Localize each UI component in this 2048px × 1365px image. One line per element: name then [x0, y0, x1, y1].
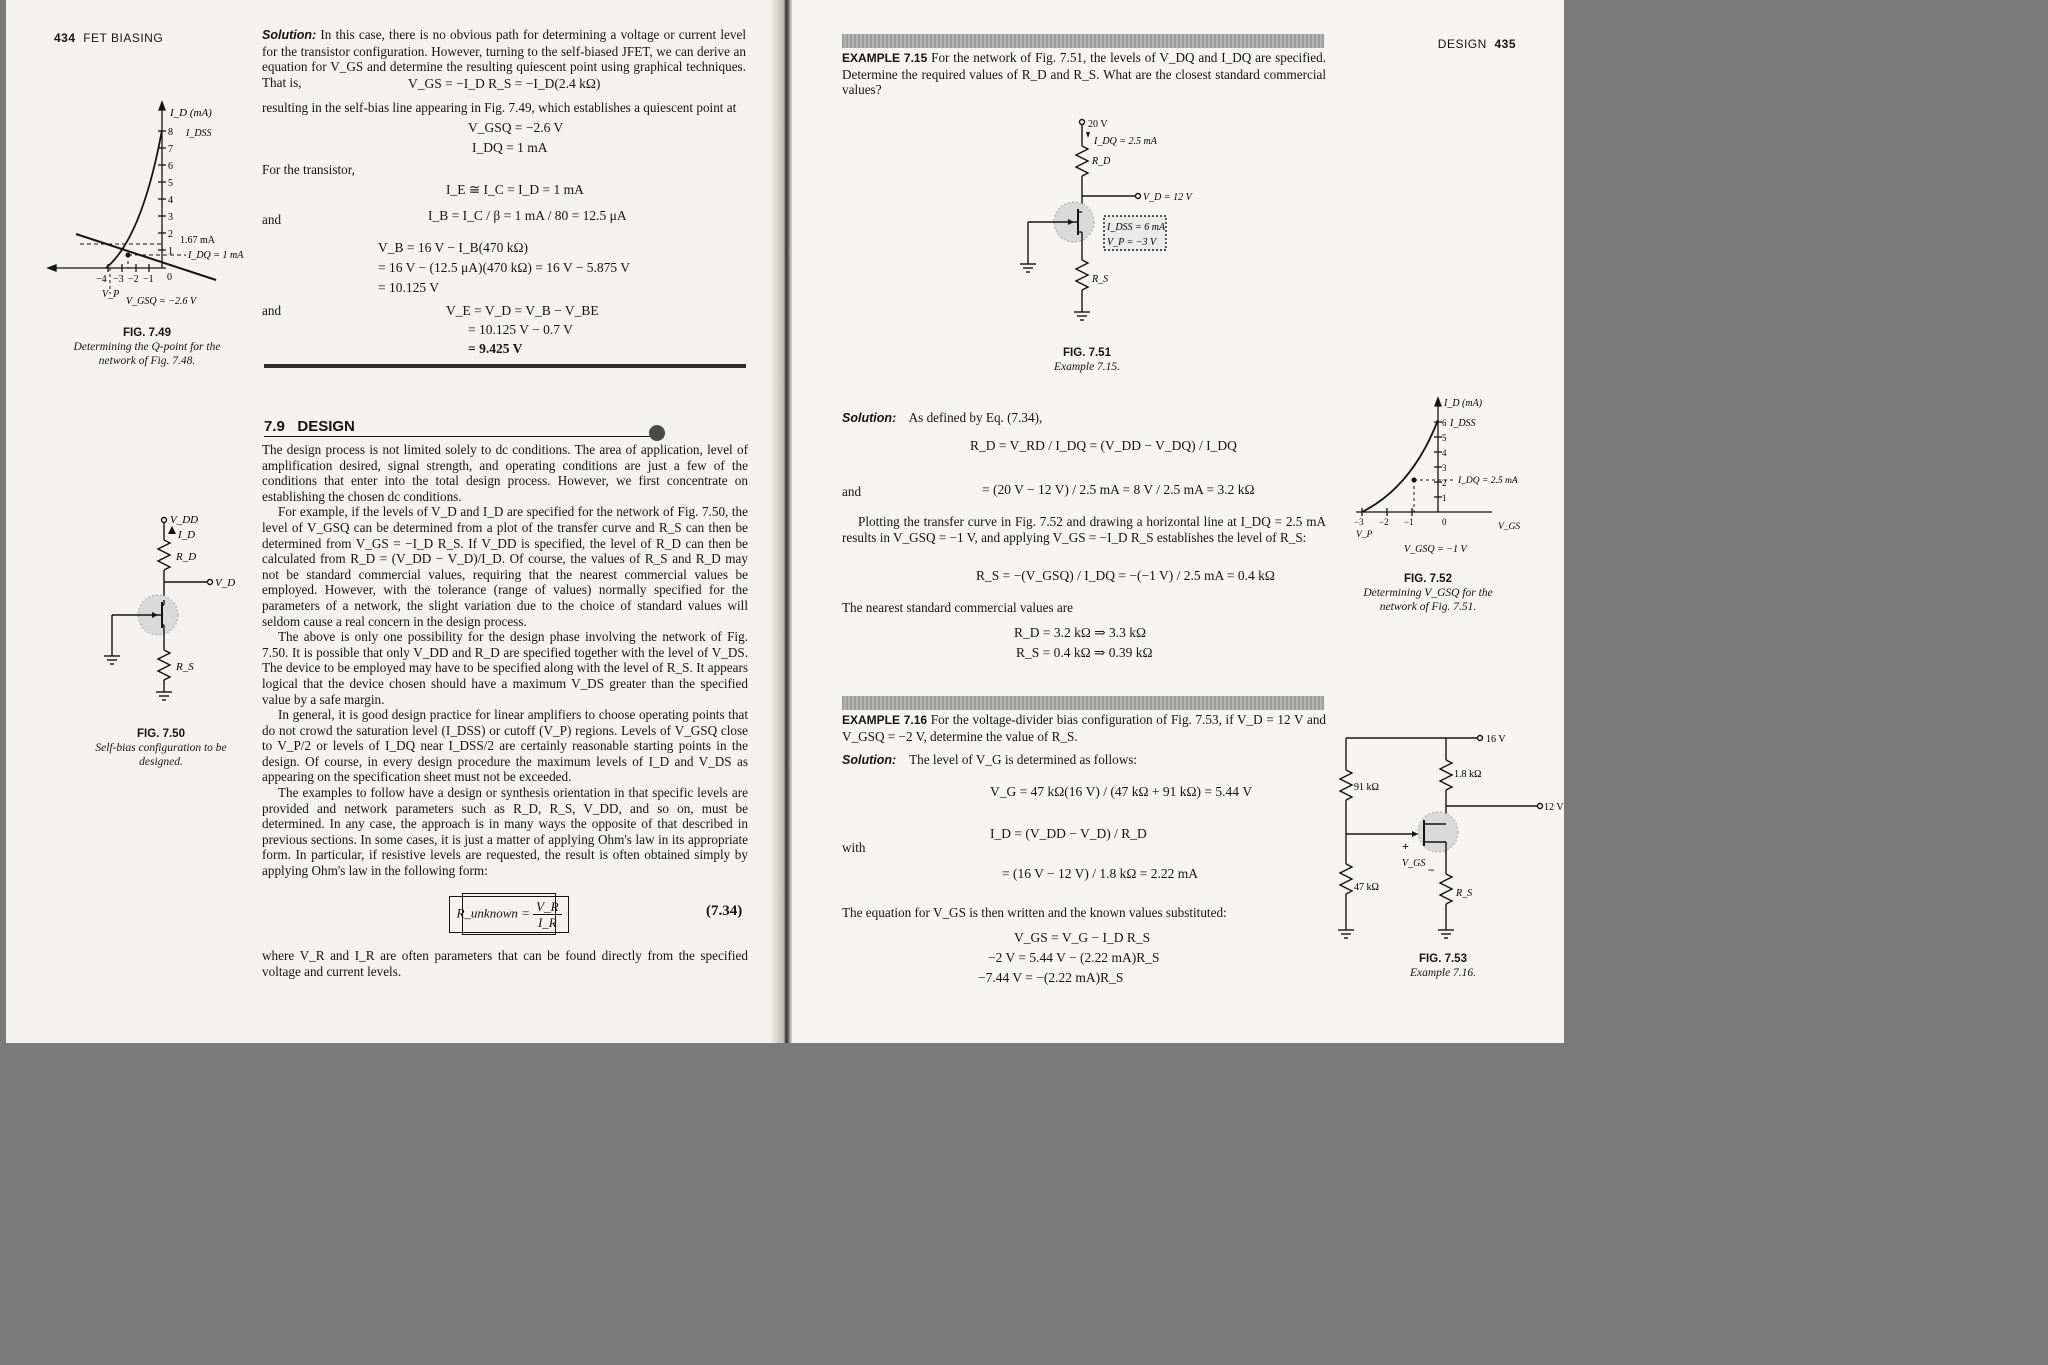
label-id: I_D: [178, 529, 196, 541]
section-heading: [264, 418, 355, 435]
fig-753-circuit: [1328, 726, 1564, 948]
y-axis-label: I_D (mA): [170, 107, 212, 119]
fig-751-text: Example 7.15.: [1053, 361, 1121, 373]
and-2: and: [262, 303, 282, 318]
fig-750-number: FIG. 7.50: [137, 728, 185, 740]
section-underline: [264, 436, 656, 437]
vgs-label: V_GS: [1498, 522, 1521, 532]
section-closing: where V_R and I_R are often parameters that can be found directly from the specified voltage and current levels.: [262, 948, 748, 979]
idq-arrow-icon: [1086, 132, 1090, 138]
section-body: [262, 442, 748, 879]
resistor-91k-icon: [1340, 770, 1352, 800]
left-page: [6, 0, 788, 1043]
fig-753-number: FIG. 7.53: [1419, 953, 1467, 965]
eq-ve1: V_E = V_D = V_B − V_BE: [446, 303, 599, 318]
example-715-text: [842, 50, 1326, 98]
resistor-rs-icon: [158, 650, 170, 680]
y-tick-6: 6: [1442, 418, 1447, 428]
page-number: 435: [1494, 37, 1516, 51]
label-idq: I_DQ = 1 mA: [188, 250, 244, 261]
vg-intro: The level of V_G is determined as follows:: [909, 752, 1138, 767]
fig-751-number: FIG. 7.51: [1063, 347, 1111, 359]
label-rd: R_D: [176, 551, 197, 563]
solution-intro-text: In this case, there is no obvious path for determining a voltage or current level for the transistor configuration. However, turning to the self-biased JFET, we can derive an equation for V_GS and determine the resulting quiescent point using graphical techniques. That is,: [262, 27, 746, 90]
eq-vgs2: −2 V = 5.44 V − (2.22 mA)R_S: [988, 950, 1160, 965]
y-tick-1: 1: [168, 246, 173, 257]
eq-ie: I_E ≅ I_C = I_D = 1 mA: [446, 182, 584, 197]
label-vd: V_D: [215, 577, 236, 589]
fig-753-caption: [1378, 952, 1508, 980]
example-715-band: [842, 34, 1324, 48]
eq-vgs1: V_GS = V_G − I_D R_S: [1014, 930, 1151, 945]
section-para-3: The above is only one possibility for the design phase involving the network of Fig. 7.50. It is possible that only V_DD and R_D are specified together with the level of V_DS. The device to be employed may have to be specified along with the level of R_S. It appears logical that the device chosen should have a maximum V_DS greater than the specified value by a safe margin.: [262, 629, 748, 707]
solution-715-label: Solution:: [842, 411, 897, 425]
as-defined-text: As defined by Eq. (7.34),: [908, 410, 1043, 425]
label-vd: V_D = 12 V: [1143, 192, 1192, 203]
eq-vgsq: V_GSQ = −2.6 V: [468, 120, 564, 135]
solution-715-line: [842, 410, 1042, 427]
supply-terminal: [1478, 736, 1483, 741]
x-tick-n3: −3: [113, 274, 124, 285]
x-tick-n3: −3: [1354, 517, 1364, 527]
y-tick-2: 2: [168, 229, 173, 240]
x-tick-n2: −2: [128, 274, 139, 285]
gate-arrow-icon: [1412, 831, 1418, 837]
y-tick-0: 0: [1442, 517, 1447, 527]
x-axis-arrow: [48, 265, 56, 271]
example-715-label: EXAMPLE 7.15: [842, 51, 928, 65]
label-supply: 20 V: [1088, 119, 1108, 130]
x-tick-n1: −1: [1404, 517, 1414, 527]
q-point: [126, 253, 131, 258]
boxed-equation: [456, 893, 559, 935]
section-para-1: The design process is not limited solely to dc conditions. The area of application, level of amplification desired, signal strength, and operating conditions are just a few of the conditions that enter into the total design process. However, we first concentrate on establishing the chosen dc conditions.: [262, 442, 748, 504]
plotting-text: [842, 514, 1326, 545]
vdd-terminal: [162, 518, 167, 523]
std-rd: R_D = 3.2 kΩ ⇒ 3.3 kΩ: [1014, 625, 1146, 640]
fig-750-caption: [86, 727, 236, 769]
y-axis-arrow: [159, 102, 165, 110]
eq-vgs3: −7.44 V = −(2.22 mA)R_S: [978, 970, 1124, 985]
y-tick-8: 8: [168, 127, 173, 138]
y-tick-4: 4: [1442, 448, 1447, 458]
equation-number: (7.34): [706, 903, 743, 919]
x-tick-n4: −4: [96, 274, 107, 285]
fig-751-caption: [1022, 346, 1152, 374]
y-tick-5: 5: [1442, 433, 1447, 443]
section-number: 7.9: [264, 418, 285, 435]
label-rs: R_S: [1092, 274, 1109, 285]
fig-752-text: Determining V_GSQ for the network of Fig. 7.51.: [1363, 587, 1493, 613]
vp-label: V_P: [1356, 530, 1373, 540]
boxed-eq-lhs: R_unknown =: [456, 904, 530, 920]
label-47k: 47 kΩ: [1354, 882, 1379, 893]
fig-752-graph: [1352, 392, 1538, 572]
for-transistor: For the transistor,: [262, 162, 355, 177]
fig-750-circuit: [98, 510, 248, 720]
section-para-2: For example, if the levels of V_D and I_D are specified for the network of Fig. 7.50, the level of V_GSQ can be determined from a plot of the transfer curve and R_S can then be determined from V_GS = −I_D R_S. If V_DD is specified, the level of R_D can then be calculated from R_D = (V_DD − V_D)/I_D. Of course, the values of R_S and R_D may not be standard commercial values, requiring that the nearest commercial values be employed. However, with the tolerance (range of values) normally specified for the parameters of a network, the slight variation due to the choice of standard values will seldom cause a real concern in the design process.: [262, 504, 748, 629]
eq-ib: I_B = I_C / β = 1 mA / 80 = 12.5 μA: [428, 208, 627, 223]
label-idq: I_DQ = 2.5 mA: [1458, 476, 1518, 486]
y-axis-label: I_D (mA): [1444, 398, 1483, 409]
fig-749-text: Determining the Q-point for the network of Fig. 7.48.: [73, 341, 221, 367]
resistor-rd-icon: [1076, 146, 1088, 176]
resistor-47k-icon: [1340, 864, 1352, 894]
label-vgs: V_GS: [1402, 858, 1426, 869]
fig-750-text: Self-bias configuration to be designed.: [95, 742, 227, 768]
boxed-eq-num: V_R: [533, 899, 561, 915]
vgsq-label: V_GSQ = −1 V: [1404, 544, 1467, 555]
supply-terminal: [1080, 120, 1085, 125]
y-tick-0: 0: [167, 272, 172, 283]
section-end-rule: [264, 364, 746, 368]
right-page: [792, 0, 1564, 1043]
fig-749-caption: [62, 326, 232, 368]
x-tick-n1: −1: [143, 274, 154, 285]
eq-vb2: = 16 V − (12.5 μA)(470 kΩ) = 16 V − 5.875 V: [378, 260, 630, 275]
plotting-para: Plotting the transfer curve in Fig. 7.52 and drawing a horizontal line at I_DQ = 2.5 mA results in V_GSQ = −1 V, and applying V_GS = −I_D R_S establishes the level of R_S:: [842, 514, 1326, 545]
label-idq: I_DQ = 2.5 mA: [1094, 136, 1157, 147]
eq-id2: = (16 V − 12 V) / 1.8 kΩ = 2.22 mA: [1002, 866, 1199, 881]
example-715-statement: For the network of Fig. 7.51, the levels of V_DQ and I_DQ are specified. Determine the required values of R_D and R_S. What are the closest standard commercial values?: [842, 50, 1326, 98]
and-1: and: [262, 212, 282, 227]
q-point: [1412, 478, 1417, 483]
label-167: 1.67 mA: [180, 235, 215, 246]
example-716-label: EXAMPLE 7.16: [842, 713, 928, 727]
example-716-text: [842, 712, 1326, 744]
label-rs: R_S: [176, 661, 194, 673]
label-vd: 12 V: [1544, 802, 1564, 813]
transfer-curve: [1362, 420, 1438, 512]
boxed-eq-den: I_R: [537, 914, 557, 930]
solution-716-line: [842, 752, 1137, 769]
section-title: DESIGN: [297, 418, 355, 435]
y-tick-1: 1: [1442, 493, 1447, 503]
vp-label: V_P: [102, 289, 120, 300]
label-vp: V_P = −3 V: [1107, 237, 1157, 248]
resistor-rd-icon: [158, 540, 170, 570]
boxed-equation-inner: [449, 896, 568, 933]
y-axis-arrow: [1435, 398, 1441, 406]
running-title: FET BIASING: [83, 31, 164, 45]
eq-vg: V_G = 47 kΩ(16 V) / (47 kΩ + 91 kΩ) = 5.44 V: [990, 784, 1253, 799]
fig-752-number: FIG. 7.52: [1404, 573, 1452, 585]
solution-label: Solution:: [262, 28, 317, 42]
id-arrow-icon: [168, 526, 176, 534]
label-rd: R_D: [1092, 156, 1111, 167]
label-idss: I_DSS = 6 mA: [1107, 222, 1166, 233]
y-tick-3: 3: [168, 212, 173, 223]
page-header-left: [54, 31, 163, 45]
vd-terminal: [1136, 194, 1141, 199]
label-rs: R_S: [1456, 888, 1473, 899]
selfbias-line-text: resulting in the self-bias line appearing in Fig. 7.49, which establishes a quiescent point at: [262, 100, 737, 115]
eq-id: I_D = (V_DD − V_D) / R_D: [990, 826, 1147, 841]
eq-vb1: V_B = 16 V − I_B(470 kΩ): [378, 240, 529, 255]
section-para-5: The examples to follow have a design or synthesis orientation in that specific levels are provided and network parameters such as R_D, R_S, V_DD, and so on, must be determined. In any case, the approach is in many ways the opposite of that described in previous sections. In some cases, it is just a matter of applying Ohm's law in its appropriate form. In particular, if resistive levels are requested, the result is often obtained simply by applying Ohm's law in the following form:: [262, 785, 748, 879]
vd-terminal: [1538, 804, 1543, 809]
and-715: and: [842, 484, 862, 499]
y-tick-5: 5: [168, 178, 173, 189]
fig-749-graph: [46, 98, 256, 316]
resistor-rd-icon: [1440, 760, 1452, 790]
boxed-eq-fraction: [533, 899, 561, 930]
fig-753-text: Example 7.16.: [1409, 967, 1477, 979]
eq-rs: R_S = −(V_GSQ) / I_DQ = −(−1 V) / 2.5 mA = 0.4 kΩ: [976, 568, 1275, 583]
std-rs: R_S = 0.4 kΩ ⇒ 0.39 kΩ: [1016, 645, 1153, 660]
vgsq-label: V_GSQ = −2.6 V: [126, 296, 197, 307]
solution-716-label: Solution:: [842, 753, 897, 767]
example-716-statement: For the voltage-divider bias configuration of Fig. 7.53, if V_D = 12 V and V_GSQ = −2 V, determine the value of R_S.: [842, 712, 1327, 744]
vd-terminal: [208, 580, 213, 585]
eq-idq: I_DQ = 1 mA: [472, 140, 548, 155]
page-header-right: [1438, 37, 1516, 51]
idss-label: I_DSS: [186, 128, 212, 139]
example-716-band: [842, 696, 1324, 710]
nearest-text: The nearest standard commercial values are: [842, 600, 1074, 615]
resistor-rs-icon: [1076, 260, 1088, 290]
eq-rd2: = (20 V − 12 V) / 2.5 mA = 8 V / 2.5 mA = 3.2 kΩ: [982, 482, 1255, 497]
resistor-rs-icon: [1440, 874, 1452, 904]
y-tick-2: 2: [1442, 478, 1447, 488]
label-plus: +: [1402, 839, 1409, 853]
y-tick-6: 6: [168, 161, 173, 172]
label-vdd: V_DD: [170, 514, 199, 526]
running-title: DESIGN: [1437, 37, 1487, 51]
fig-752-caption: [1348, 572, 1508, 614]
y-tick-7: 7: [168, 144, 173, 155]
label-91k: 91 kΩ: [1354, 782, 1379, 793]
idss-label: I_DSS: [1450, 418, 1476, 429]
vgs-intro: The equation for V_GS is then written and the known values substituted:: [842, 905, 1227, 920]
fig-751-circuit: [1012, 112, 1192, 342]
label-minus: −: [1428, 863, 1435, 877]
eq-vgs: V_GS = −I_D R_S = −I_D(2.4 kΩ): [408, 76, 601, 91]
y-tick-4: 4: [168, 195, 173, 206]
eq-rd: R_D = V_RD / I_DQ = (V_DD − V_DQ) / I_DQ: [970, 438, 1237, 453]
eq-ve2: = 10.125 V − 0.7 V: [468, 322, 573, 337]
page-number: 434: [54, 31, 76, 45]
y-tick-3: 3: [1442, 463, 1447, 473]
section-bullet-icon: [649, 425, 665, 441]
eq-ve3: = 9.425 V: [468, 341, 523, 356]
x-tick-n2: −2: [1379, 517, 1389, 527]
label-rd: 1.8 kΩ: [1454, 769, 1482, 780]
section-para-4: In general, it is good design practice for linear amplifiers to choose operating points that do not crowd the saturation level (I_DSS) or cutoff (V_P) regions. Levels of V_GSQ close to V_P/2 or levels of I_DQ near I_DSS/2 are certainly reasonable starting points in the design. Of course, in every design procedure the maximum levels of I_D and V_DS as appearing on the specification sheet must not be exceeded.: [262, 707, 748, 785]
fig-749-number: FIG. 7.49: [123, 327, 171, 339]
with-text: with: [842, 840, 866, 855]
label-supply: 16 V: [1486, 734, 1506, 745]
eq-vb3: = 10.125 V: [378, 280, 439, 295]
